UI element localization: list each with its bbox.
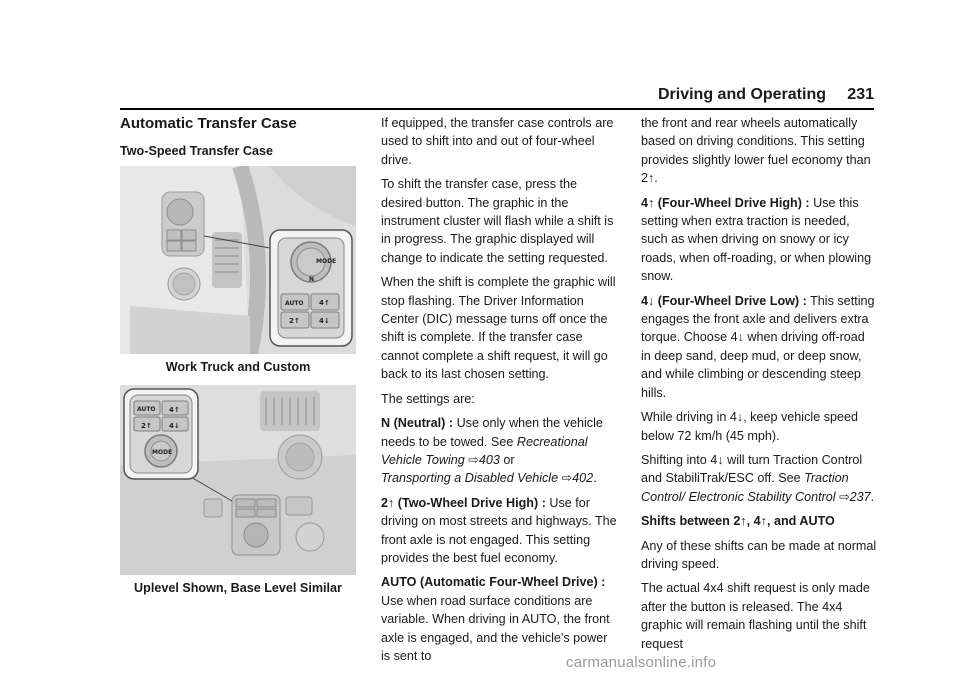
column-1: [120, 114, 356, 605]
column-2: [381, 114, 617, 671]
section-title: Automatic Transfer Case: [120, 115, 297, 132]
page-number: 231: [847, 86, 874, 103]
column-3: [641, 114, 877, 659]
intro-paragraph: If equipped, the transfer case controls are used to shift into and out of four-wheel drive.: [381, 116, 614, 167]
figure-1-mode-label: MODE: [316, 258, 337, 266]
running-header-title: Driving and Operating: [657, 86, 826, 103]
disabled-vehicle-link[interactable]: Transporting a Disabled Vehicle: [381, 471, 559, 486]
disabled-vehicle-page[interactable]: 402: [572, 471, 594, 486]
figure-1-two-high-label: 2↑: [289, 317, 300, 326]
figure-2-mode-label: MODE: [152, 448, 173, 456]
traction-control-link[interactable]: Traction Control/ Electronic Stability Control: [641, 471, 849, 504]
four-high-text: Use this setting when extra traction is needed, such as when driving on snowy or icy roads, when off-roading, or when plowing snow.: [641, 195, 872, 284]
page-ref-icon: ⇨: [561, 471, 573, 486]
figure-work-truck-controls: [120, 166, 356, 354]
sub-title: Two-Speed Transfer Case: [120, 144, 274, 158]
figure-uplevel-controls: [120, 385, 356, 575]
neutral-text: Use only when the vehicle needs to be towed. See: [381, 416, 603, 449]
page-ref-icon: ⇨: [468, 452, 479, 467]
traction-control-page[interactable]: 237: [849, 489, 871, 504]
rv-towing-link[interactable]: Recreational Vehicle Towing: [381, 434, 588, 467]
traction-paragraph: Shifting into 4↓ will turn Traction Control and StabiliTrak/ESC off. See Traction Control/ Electronic Stability Control ⇨237.: [641, 452, 875, 504]
two-high-term: 2↑ (Two-Wheel Drive High) :: [381, 495, 546, 510]
low-speed-paragraph: While driving in 4↓, keep vehicle speed below 72 km/h (45 mph).: [641, 410, 859, 443]
figure-2-four-low-label: 4↓: [169, 421, 180, 430]
figure-1-four-low-label: 4↓: [319, 317, 330, 326]
shift-instructions-paragraph: To shift the transfer case, press the desired button. The graphic in the instrument cluster will flash while a shift is in progress. The graphic displayed will change to indicate the setting requested.: [381, 177, 614, 265]
figure-1-auto-label: AUTO: [285, 300, 304, 308]
figure-2-auto-label: AUTO: [137, 405, 156, 413]
auto-text: Use when road surface conditions are variable. When driving in AUTO, the front axle is engaged, and the vehicle's power is sent to: [381, 593, 610, 663]
four-low-setting: [641, 292, 877, 402]
rv-towing-page[interactable]: 403: [478, 452, 500, 467]
figure-2-four-high-label: 4↑: [169, 405, 180, 414]
figure-1-four-high-label: 4↑: [319, 299, 330, 308]
auto-continued-paragraph: the front and rear wheels automatically based on driving conditions. This setting provides slightly lower fuel economy than 2↑.: [641, 116, 871, 186]
figure-2-illustration: [120, 385, 356, 575]
page-ref-icon: ⇨: [839, 489, 850, 504]
four-high-term: 4↑ (Four-Wheel Drive High) :: [641, 195, 810, 210]
four-low-text: This setting engages the front axle and delivers extra torque. Choose 4↓ when driving off-road in deep sand, deep mud, or deep snow, and while climbing or descending steep hills.: [641, 293, 875, 400]
four-high-setting: [641, 194, 877, 286]
two-high-setting: [381, 494, 617, 568]
figure-1-neutral-label: N: [309, 276, 315, 284]
traction-text: Shifting into 4↓ will turn Traction Control and StabiliTrak/ESC off. See: [641, 452, 863, 486]
shift-complete-paragraph: When the shift is complete the graphic will stop flashing. The Driver Information Center (DIC) message turns off once the shift is complete. If the transfer case cannot complete a shift request, it will go back to its last chosen setting.: [381, 275, 616, 382]
or-text: or: [499, 452, 515, 467]
four-low-term: 4↓ (Four-Wheel Drive Low) :: [641, 293, 807, 308]
settings-intro: The settings are:: [381, 391, 475, 406]
watermark-text: carmanualsonline.info: [566, 654, 717, 671]
shifts-heading: Shifts between 2↑, 4↑, and AUTO: [641, 514, 835, 529]
neutral-setting: N (Neutral) : Use only when the vehicle needs to be towed. See Recreational Vehicle Towing ⇨403 or Transporting a Disabled Vehicle ⇨402.: [381, 416, 603, 486]
figure-2-two-high-label: 2↑: [141, 421, 152, 430]
two-high-text: Use for driving on most streets and highways. The front axle is not engaged. This setting provides the best fuel economy.: [381, 495, 617, 565]
header-rule: [120, 108, 874, 110]
shifts-paragraph: Any of these shifts can be made at normal driving speed.: [641, 538, 877, 571]
figure-1-caption: Work Truck and Custom: [165, 360, 311, 375]
figure-2-caption: Uplevel Shown, Base Level Similar: [134, 580, 342, 595]
page-header: [120, 86, 874, 106]
neutral-term: N (Neutral) :: [381, 416, 454, 431]
auto-setting: [381, 573, 617, 665]
auto-term: AUTO (Automatic Four-Wheel Drive) :: [381, 575, 606, 590]
figure-1-illustration: [120, 166, 356, 354]
actual-shift-paragraph: The actual 4x4 shift request is only made after the button is released. The 4x4 graphic will remain flashing until the shift request: [641, 581, 870, 651]
